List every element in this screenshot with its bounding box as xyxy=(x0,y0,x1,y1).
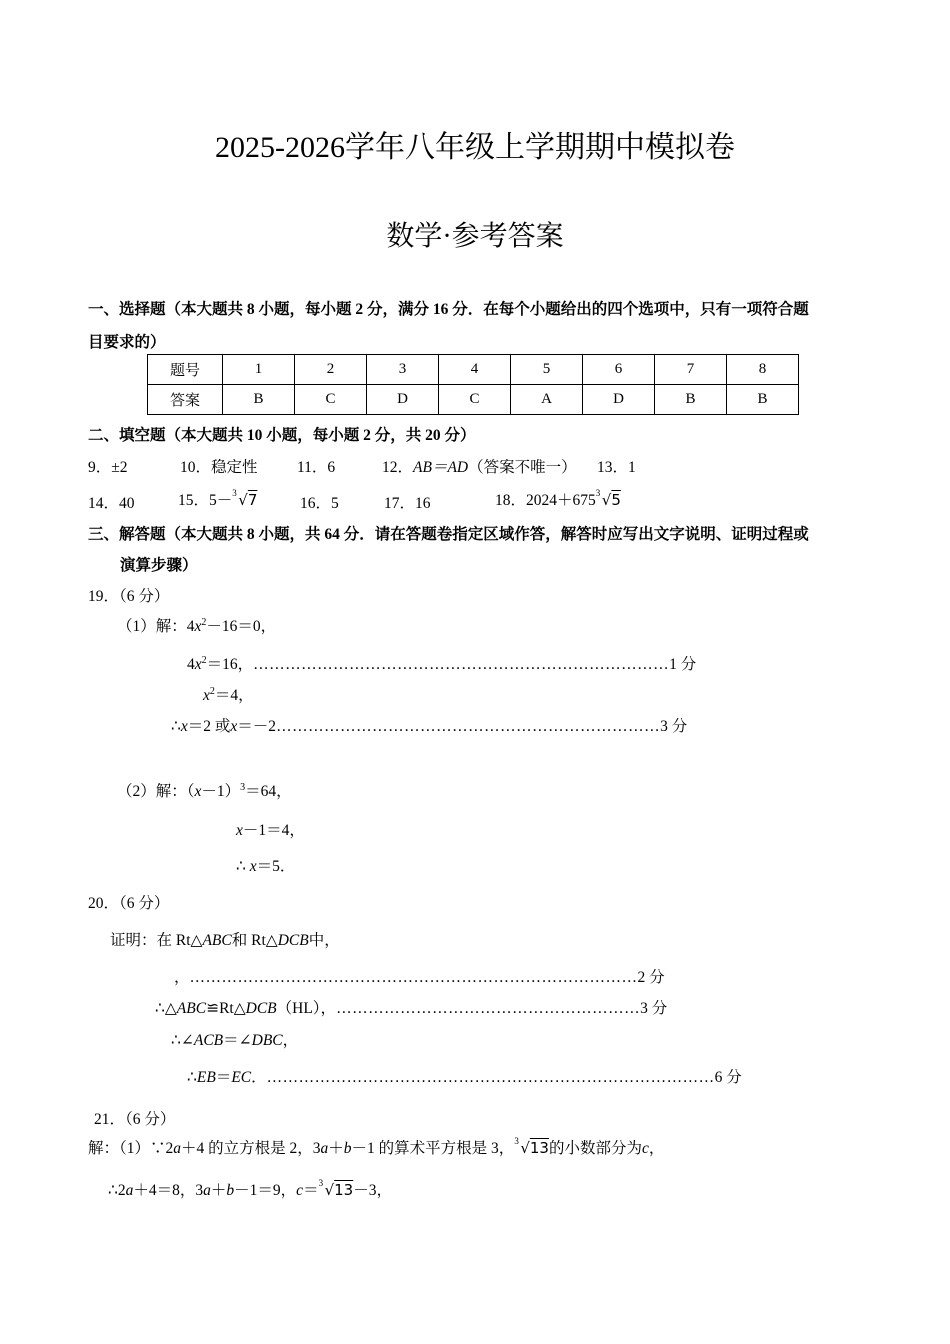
text: －3， xyxy=(353,1182,392,1199)
table-cell: D xyxy=(583,385,655,415)
root-index: 3 xyxy=(232,488,237,498)
q19-label: 19．（6 分） xyxy=(88,588,170,605)
q12-number: 12． xyxy=(382,459,414,476)
text: ∴∠ xyxy=(171,1032,194,1049)
q20-step1 xyxy=(174,965,665,987)
text: 证明：在 Rt△ xyxy=(110,932,203,949)
table-cell: 1 xyxy=(223,355,295,385)
cube-root-symbol: 3 √7 xyxy=(232,488,258,509)
answer-q15 xyxy=(178,488,257,510)
answer-q11: 11．6 xyxy=(297,459,336,476)
q20-step4: ∴EB＝EC．…………………………………………………………………………6 分 xyxy=(187,1069,742,1086)
page-title: 2025-2026学年八年级上学期期中模拟卷 xyxy=(215,131,735,164)
answer-q13: 13．1 xyxy=(597,459,636,476)
text: ＋4 的立方根是 2，3 xyxy=(181,1140,321,1157)
text: ， xyxy=(282,1032,299,1049)
score: 1 分 xyxy=(669,656,697,673)
section1-heading-line2: 目要求的） xyxy=(88,334,166,351)
text: ＝5． xyxy=(256,858,296,875)
text: 4 xyxy=(187,656,195,673)
text: ＝64， xyxy=(245,783,292,800)
table-cell: D xyxy=(367,385,439,415)
leader-dots: ……………………………………………………………… xyxy=(276,718,661,735)
text: ＝4， xyxy=(214,687,254,704)
q21-label: 21．（6 分） xyxy=(94,1111,176,1128)
radicand: 13 xyxy=(334,1181,354,1199)
q15-radicand: 7 xyxy=(247,491,258,509)
text: ＝－2 xyxy=(237,718,277,735)
q19-step2: $x^2=4$， xyxy=(203,685,254,704)
text: ， xyxy=(648,1140,665,1157)
table-cell: A xyxy=(511,385,583,415)
text: （HL）， xyxy=(276,1000,337,1017)
q20-step2: ∴△ABC≌Rt△DCB（HL），…………………………………………………3 分 xyxy=(155,1000,668,1017)
text: ＋ xyxy=(210,1182,227,1199)
answer-q14: 14．40 xyxy=(88,495,135,512)
text: 解：（1）∵2 xyxy=(88,1140,174,1157)
q20-intro: 证明：在 Rt△ABC和 Rt△DCB中， xyxy=(110,932,340,949)
q21-line2: ∴2a＋4＝8，3a＋b－1＝9，c＝ 3 √13－3， xyxy=(108,1178,392,1199)
table-cell-label: 答案 xyxy=(148,385,223,415)
cube-root-symbol: 3 √5 xyxy=(595,488,621,509)
section3-heading-line2: 演算步骤） xyxy=(120,557,198,574)
radicand: 13 xyxy=(529,1139,549,1157)
text: ∴ xyxy=(236,858,250,875)
table-cell: B xyxy=(223,385,295,415)
q20-label: 20．（6 分） xyxy=(88,895,170,912)
root-index: 3 xyxy=(514,1136,519,1146)
q21-line1: 解：（1）∵2a＋4 的立方根是 2，3a＋b－1 的算术平方根是 3， 3 √13的小数部分为c， xyxy=(88,1136,665,1157)
page-subtitle: 数学·参考答案 xyxy=(386,221,564,252)
section2-heading: 二、填空题（本大题共 10 小题，每小题 2 分，共 20 分） xyxy=(88,427,476,444)
text: ∴ xyxy=(171,718,181,735)
q18-text: 18．2024＋675 xyxy=(495,492,596,509)
table-row-answers xyxy=(148,385,799,415)
q19-step3: ∴x＝2 或x＝－2………………………………………………………………3 分 xyxy=(171,718,688,735)
answer-table xyxy=(147,354,799,415)
q12-expression: AB＝AD xyxy=(413,459,469,476)
table-cell: 6 xyxy=(583,355,655,385)
cube-root-symbol: 3 √13 xyxy=(514,1136,549,1157)
text: ∴ xyxy=(187,1069,197,1086)
table-cell: C xyxy=(439,385,511,415)
text: ＝16， xyxy=(206,656,254,673)
answer-q10: 10．稳定性 xyxy=(180,459,258,476)
root-index: 3 xyxy=(318,1178,324,1188)
text: ＋ xyxy=(328,1140,344,1157)
table-cell: C xyxy=(295,385,367,415)
text: ∴△ xyxy=(155,1000,177,1017)
text: ∴2 xyxy=(108,1182,126,1199)
q19-part2-step2: ∴ x＝5． xyxy=(236,858,296,875)
score: 3 分 xyxy=(660,718,688,735)
table-cell: 3 xyxy=(367,355,439,385)
q15-text: 15．5－ xyxy=(178,492,233,509)
text: 中， xyxy=(308,932,340,949)
table-cell: 8 xyxy=(727,355,799,385)
table-cell-label: 题号 xyxy=(148,355,223,385)
score: 2 分 xyxy=(637,969,665,986)
table-cell: 2 xyxy=(295,355,367,385)
answer-q9: 9．±2 xyxy=(88,459,128,476)
answer-q18 xyxy=(495,488,621,510)
text: ＝ xyxy=(215,1069,232,1086)
q18-radicand: 5 xyxy=(611,491,621,509)
section1-heading-line1: 一、选择题（本大题共 8 小题，每小题 2 分，满分 16 分．在每个小题给出的四个选项中，只有一项符合题 xyxy=(88,301,809,318)
text: ， xyxy=(174,969,190,986)
answer-q12 xyxy=(382,455,577,477)
text: ＝ xyxy=(303,1182,319,1199)
text: ＝2 或 xyxy=(187,718,231,735)
text: －1＝4， xyxy=(242,822,305,839)
table-row-numbers xyxy=(148,355,799,385)
text: －1＝9， xyxy=(234,1182,297,1199)
text: （2）解：（ xyxy=(117,783,195,800)
q19-part2-step1: x－1＝4， xyxy=(236,822,305,839)
section3-heading-line1: 三、解答题（本大题共 8 小题，共 64 分．请在答题卷指定区域作答，解答时应写出文字说明、证明过程或 xyxy=(88,526,809,543)
text: －16＝0， xyxy=(206,618,277,635)
q12-note: （答案不唯一） xyxy=(468,459,577,476)
score: 3 分 xyxy=(640,1000,668,1017)
score: 6 分 xyxy=(714,1069,742,1086)
table-cell: 7 xyxy=(655,355,727,385)
text: 和 Rt△ xyxy=(231,932,278,949)
text: ＝∠ xyxy=(223,1032,252,1049)
text: （1）解：4 xyxy=(117,618,195,635)
cube-root-symbol: 3 √13 xyxy=(318,1178,354,1199)
q20-step3: ∴∠ACB＝∠DBC， xyxy=(171,1032,299,1049)
answer-q16: 16．5 xyxy=(300,495,339,512)
q19-part1-intro: （1）解：$4x^2-16=0$， xyxy=(117,616,277,635)
text: ≌Rt△ xyxy=(206,1000,246,1017)
leader-dots: ………………………………………………… xyxy=(336,1000,641,1017)
text: 的小数部分为 xyxy=(548,1140,642,1157)
text: ＋4＝8，3 xyxy=(133,1182,204,1199)
leader-dots: ………………………………………………………………………… xyxy=(266,1069,715,1086)
q19-step1: $4x^2=16$，……………………………………………………………………1 分 xyxy=(187,654,697,673)
leader-dots: ………………………………………………………………………… xyxy=(189,969,638,986)
q19-part2-intro: （2）解：$(x-1)^3=64$， xyxy=(117,781,292,800)
table-cell: 5 xyxy=(511,355,583,385)
table-cell: B xyxy=(655,385,727,415)
text: －1 的算术平方根是 3， xyxy=(351,1140,515,1157)
text: －1） xyxy=(201,783,241,800)
answer-q17: 17．16 xyxy=(384,495,431,512)
root-index: 3 xyxy=(595,488,601,498)
leader-dots: …………………………………………………………………… xyxy=(253,656,670,673)
table-cell: 4 xyxy=(439,355,511,385)
table-cell: B xyxy=(727,385,799,415)
text: ． xyxy=(251,1069,267,1086)
